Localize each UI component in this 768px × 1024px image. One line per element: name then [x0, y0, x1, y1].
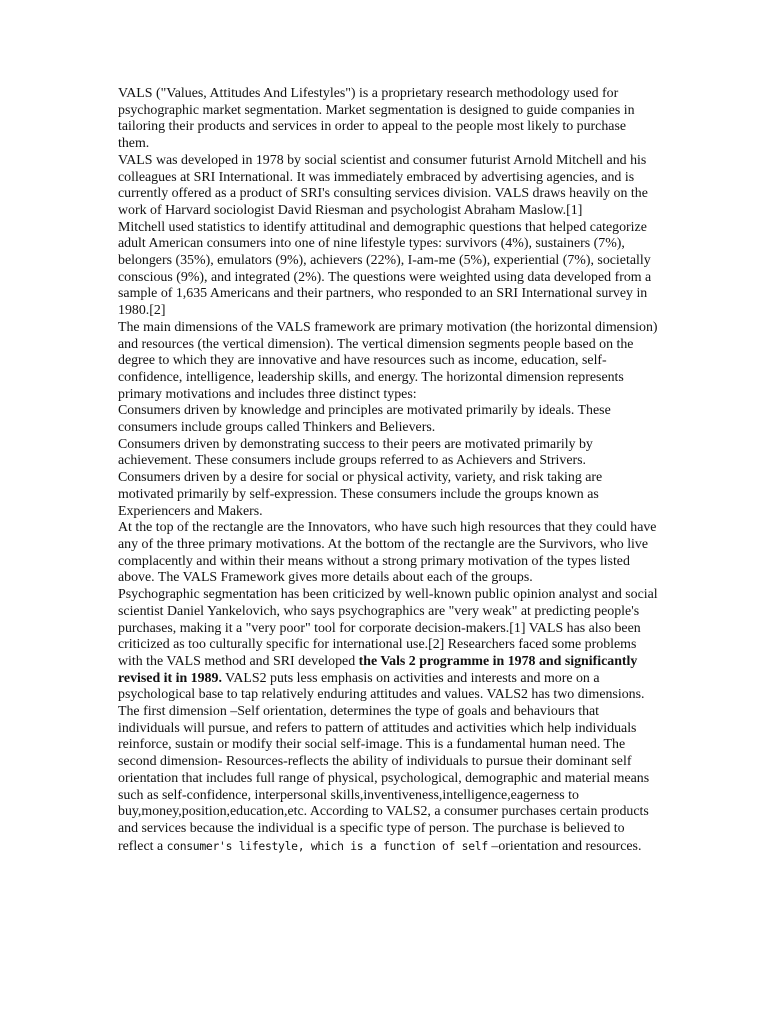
lifestyle-function-text: consumer's lifestyle, which is a function of self	[166, 838, 488, 853]
vals2-bold-text: the Vals 2 programme in 1978 and significantly revised it in 1989.	[118, 653, 638, 686]
paragraph-lifestyle-types: Mitchell used statistics to identify attitudinal and demographic questions that helped categorize adult American consumers into one of nine lifestyle types: survivors (4%), sustainers (7%), belongers (35%), emulators (9%), achievers (22%), I-am-me (5%), experiential (7%), societally conscious (9%), and integrated (2%). The questions were weighted using data developed from a sample of 1,635 Americans and their partners, who responded to an SRI International survey in 1980.[2]	[118, 219, 652, 319]
paragraph-history: VALS was developed in 1978 by social scientist and consumer futurist Arnold Mitchell and his colleagues at SRI International. It was immediately embraced by advertising agencies, and is currently offered as a product of SRI's consulting services division. VALS draws heavily on the work of Harvard sociologist David Riesman and psychologist Abraham Maslow.[1]	[118, 152, 648, 218]
criticism-text: Psychographic segmentation has been criticized by well-known public opinion analyst and social scientist Daniel Yankelovich, who says psychographics are "very weak" at predicting people's purchases, making it a "very poor" tool for corporate decision-makers.[1] VALS has also been criticized as too culturally specific for international use.[2] Researchers faced some problems with the VALS method and SRI developed	[118, 587, 658, 669]
paragraph-self-expression: Consumers driven by a desire for social or physical activity, variety, and risk taking are motivated primarily by self-expression. These consumers include the groups known as Experiencers and Makers.	[118, 470, 603, 519]
paragraph-definition: VALS ("Values, Attitudes And Lifestyles") is a proprietary research methodology used for psychographic market segmentation. Market segmentation is designed to guide companies in tailoring their products and services in order to appeal to the people most likely to purchase them.	[118, 86, 635, 152]
document-body	[118, 86, 658, 855]
paragraph-ideals: Consumers driven by knowledge and principles are motivated primarily by ideals. These consumers include groups called Thinkers and Believers.	[118, 403, 611, 436]
paragraph-innovators-survivors: At the top of the rectangle are the Innovators, who have such high resources that they could have any of the three primary motivations. At the bottom of the rectangle are the Survivors, who live complacently and within their means without a strong primary motivation of the types listed above. The VALS Framework gives more details about each of the groups.	[118, 520, 657, 586]
paragraph-achievement: Consumers driven by demonstrating success to their peers are motivated primarily by achievement. These consumers include groups referred to as Achievers and Strivers.	[118, 436, 593, 469]
paragraph-dimensions: The main dimensions of the VALS framework are primary motivation (the horizontal dimension) and resources (the vertical dimension). The vertical dimension segments people based on the degree to which they are innovative and have resources such as income, education, self-confidence, intelligence, leadership skills, and energy. The horizontal dimension represents primary motivations and includes three distinct types:	[118, 319, 658, 402]
vals2-text: VALS2 puts less emphasis on activities and interests and more on a psychological base to tap relatively enduring attitudes and values. VALS2 has two dimensions. The first dimension –Self orientation, determines the type of goals and behaviours that individuals will pursue, and refers to pattern of attitudes and activities which help individuals reinforce, sustain or modify their social self-image. This is a fundamental human need. The second dimension- Resources-reflects the ability of individuals to pursue their dominant self orientation that includes full range of physical, psychological, demographic and material means such as self-confidence, interpersonal skills,inventiveness,intelligence,eagerness to buy,money,position,education,etc. According to VALS2, a consumer purchases certain products and services because the individual is a specific type of person. The purchase is believed to reflect a	[118, 670, 650, 854]
paragraph-criticism-vals2	[118, 587, 658, 855]
closing-text: –orientation and resources.	[487, 838, 642, 854]
